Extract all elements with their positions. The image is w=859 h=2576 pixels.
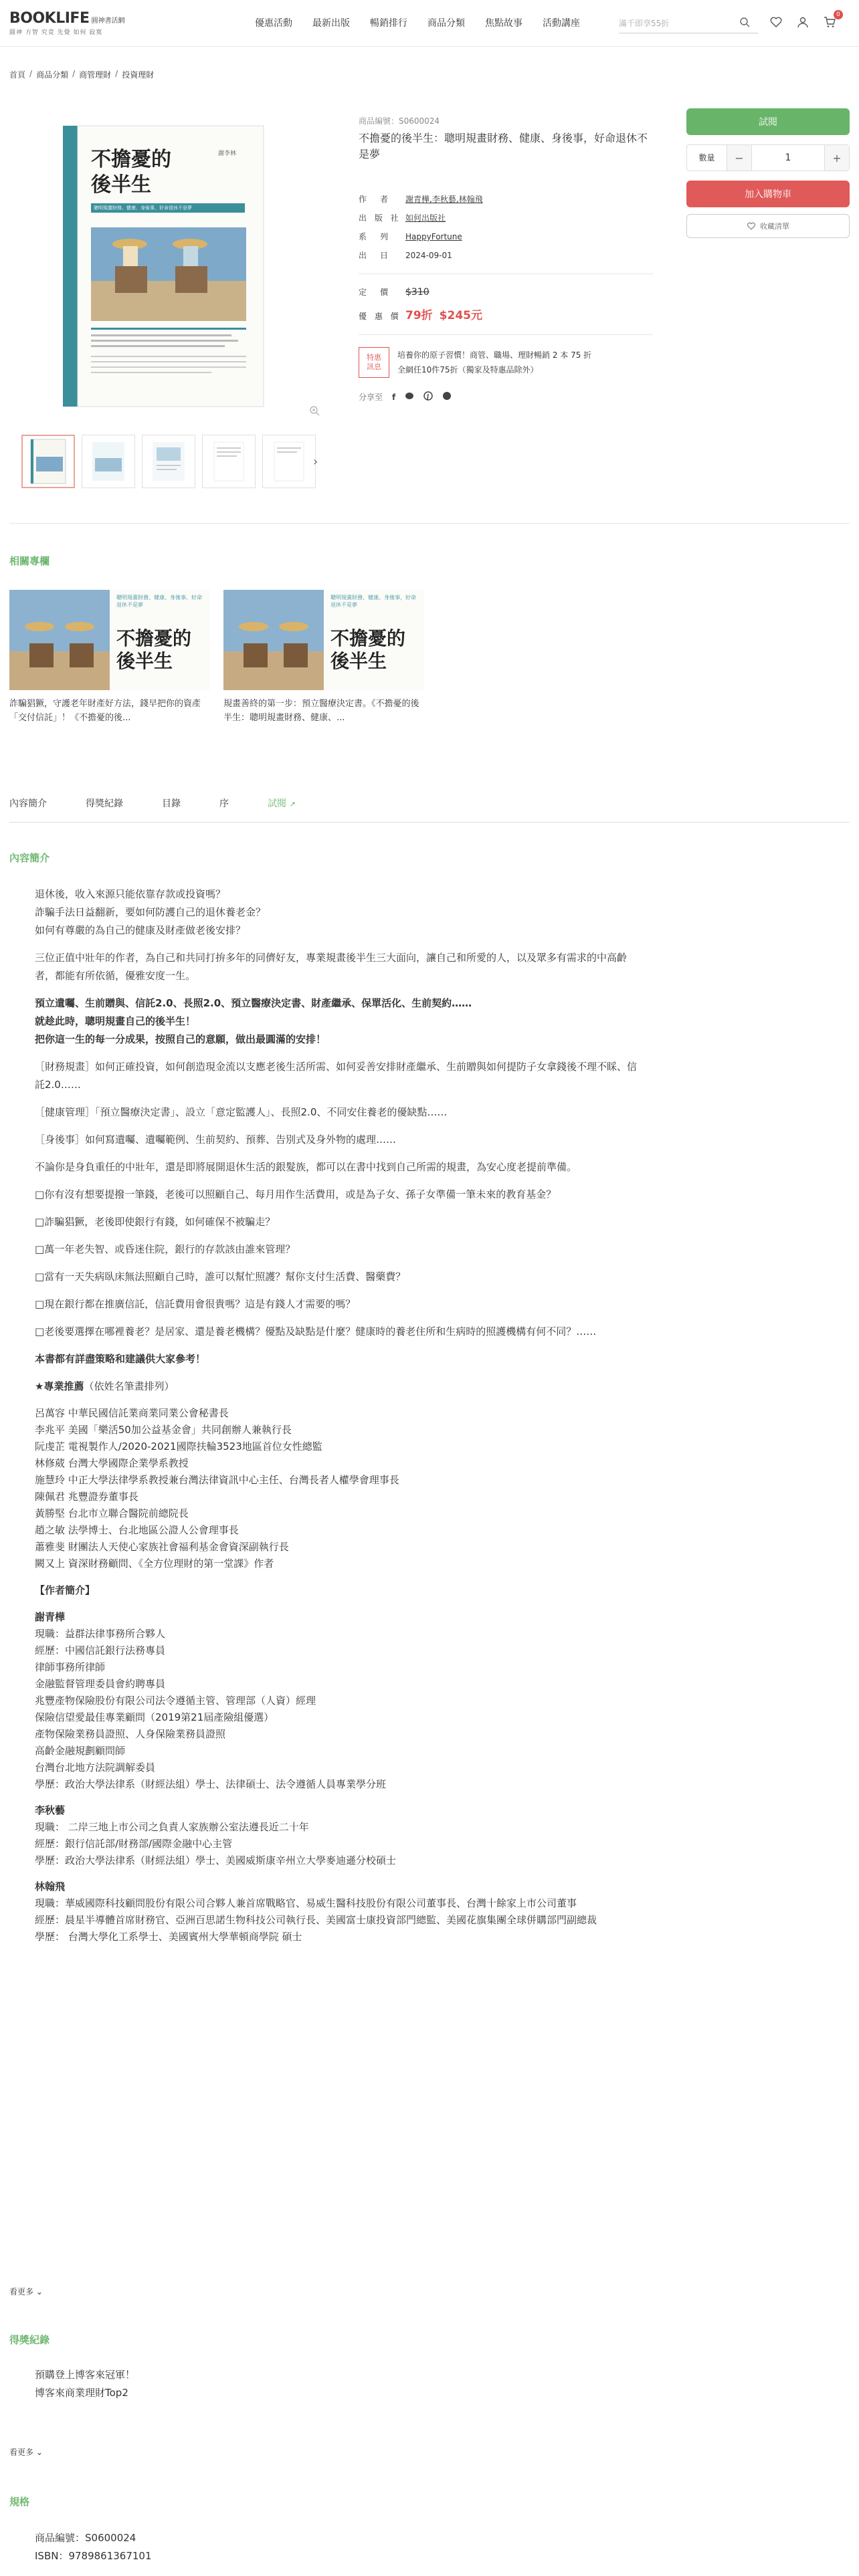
nav-item-new-releases[interactable]: 最新出版 bbox=[312, 17, 350, 29]
purchase-actions bbox=[686, 108, 850, 238]
thumbnail-strip bbox=[21, 435, 316, 488]
chevron-right-icon[interactable]: › bbox=[313, 455, 318, 469]
nav-item-categories[interactable]: 商品分類 bbox=[427, 17, 465, 29]
publisher-link[interactable]: 如何出版社 bbox=[405, 213, 446, 223]
chevron-down-icon: ⌄ bbox=[35, 2448, 43, 2457]
add-to-cart-button[interactable]: 加入購物車 bbox=[686, 181, 850, 207]
related-desc[interactable]: 規畫善終的第一步：預立醫療決定書。《不擔憂的後半生：聰明規畫財務、健康、... bbox=[223, 699, 419, 723]
series-link[interactable]: HappyFortune bbox=[405, 232, 462, 241]
product-meta bbox=[359, 193, 653, 261]
spec-title: 規格 bbox=[9, 2496, 30, 2508]
external-link-icon: ↗ bbox=[289, 800, 296, 809]
thumbnail[interactable] bbox=[142, 435, 195, 488]
original-price: $310 bbox=[405, 287, 430, 298]
awards-body: 預購登上博客來冠軍！ 博客來商業理財Top2 bbox=[35, 2369, 136, 2399]
chevron-down-icon: ⌄ bbox=[35, 2287, 43, 2296]
breadcrumb-home[interactable]: 首頁 bbox=[9, 70, 26, 80]
search-icon[interactable] bbox=[739, 17, 750, 30]
content-tabs bbox=[9, 796, 850, 823]
pinterest-icon[interactable] bbox=[423, 391, 433, 403]
awards-title: 得獎紀錄 bbox=[9, 2334, 50, 2346]
cart-icon[interactable] bbox=[822, 11, 840, 30]
nav-item-promotions[interactable]: 優惠活動 bbox=[255, 17, 292, 29]
product-section bbox=[9, 107, 850, 508]
author-link[interactable]: 謝青樺,李秋藝,林翰飛 bbox=[405, 195, 483, 204]
thumbnail[interactable] bbox=[82, 435, 135, 488]
related-title: 相關專欄 bbox=[9, 555, 50, 567]
promo-line[interactable]: 培養你的原子習慣！商管、職場、理財暢銷 2 本 75 折 bbox=[397, 350, 592, 360]
plurk-icon[interactable] bbox=[442, 391, 452, 403]
breadcrumb-investment[interactable]: 投資理財 bbox=[122, 70, 155, 80]
promo-tag: 特惠 訊息 bbox=[359, 347, 389, 378]
header-icons bbox=[768, 11, 840, 30]
related-card[interactable] bbox=[223, 590, 424, 725]
product-info bbox=[359, 107, 653, 403]
share-bar bbox=[359, 391, 653, 403]
share-label: 分享至 bbox=[359, 393, 383, 402]
author-3: 林翰飛 現職：華威國際科技顧問股份有限公司合夥人兼首席戰略官、易威生醫科技股份有限公司董事長、台灣十餘家上市公司董事 經歷：晨星半導體首席財務官、亞洲百思諾生物科技公司執行長、美國富士康投資部門總監、美國花旗集團全球併購部門副總裁 學歷： 台灣大學化工系學士、美國賓州大學華頓商學院 碩士 bbox=[35, 1881, 597, 1943]
meta-row-series: 系 列 HappyFortune bbox=[359, 232, 462, 241]
quantity-stepper: 數量 − 1 + bbox=[686, 144, 850, 171]
product-title: 不擔憂的後半生：聰明規畫財務、健康、身後事，好命退休不是夢 bbox=[359, 132, 648, 160]
thumbnail[interactable] bbox=[202, 435, 256, 488]
tab-toc[interactable]: 目錄 bbox=[162, 798, 181, 809]
nav-item-stories[interactable]: 焦點故事 bbox=[485, 17, 522, 29]
meta-row-author: 作 者 謝青樺,李秋藝,林翰飛 bbox=[359, 195, 483, 204]
see-more-awards-link[interactable]: 看更多 ⌄ bbox=[9, 2448, 43, 2457]
author-2: 李秋藝 現職： 二岸三地上市公司之負責人家族辦公室法遵長近二十年 經歷：銀行信託部/財務部/國際金融中心主管 學歷：政治大學法律系（財經法組）學士、美國威斯康辛州立大學麥迪遜分校碩士 bbox=[35, 1804, 397, 1866]
discount-rate: 79折 bbox=[405, 309, 433, 322]
nav-item-events[interactable]: 活動講座 bbox=[543, 17, 580, 29]
author-1: 謝青樺 現職：益群法律事務所合夥人 經歷：中國信託銀行法務專員 律師事務所律師 金融監督管理委員會約聘專員 兆豐產物保險股份有限公司法令遵循主管、管理部（人資）經理 保險信望愛最佳專業顧問（2019第21屆產險組優選） 產物保險業務員證照、人身保險業務員證照 高齡金融規劃顧問師 台灣台北地方法院調解委員 學歷：政治大學法律系（財經法組）學士、法律碩士、法令遵循人員專業學分班 bbox=[35, 1611, 387, 1790]
quantity-input[interactable] bbox=[751, 145, 825, 171]
related-desc[interactable]: 詐騙猖獗，守護老年財產好方法，錢早把你的資產「交付信託」！《不擔憂的後... bbox=[9, 699, 201, 723]
related-image[interactable]: 聰明規畫財務、健康、身後事，好命退休不是夢 不擔憂的後半生 bbox=[9, 590, 210, 690]
intro-title: 內容簡介 bbox=[9, 852, 50, 864]
try-read-button[interactable]: 試閱 bbox=[686, 108, 850, 135]
tab-preface[interactable]: 序 bbox=[219, 798, 229, 809]
price-row: 定 價 $310 bbox=[359, 287, 430, 298]
tab-introduction[interactable]: 內容簡介 bbox=[9, 798, 47, 809]
quantity-plus-button[interactable]: + bbox=[825, 145, 849, 171]
site-logo[interactable] bbox=[9, 10, 143, 36]
thumbnail[interactable] bbox=[21, 435, 75, 488]
discount-row: 優 惠 價 79折 $245元 bbox=[359, 306, 653, 322]
site-header bbox=[0, 0, 859, 47]
promo-line[interactable]: 全網任10件75折（獨家及特惠品除外） bbox=[397, 365, 539, 374]
tab-preview[interactable]: 試閱 ↗ bbox=[268, 798, 296, 809]
spec-body: 商品編號：S0600024 ISBN：9789861367101 bbox=[35, 2532, 152, 2562]
final-price: $245元 bbox=[439, 309, 482, 322]
meta-row-publisher: 出 版 社 如何出版社 bbox=[359, 213, 446, 223]
related-image[interactable]: 聰明規畫財務、健康、身後事，好命退休不是夢 不擔憂的後半生 bbox=[223, 590, 424, 690]
heart-icon bbox=[747, 221, 756, 231]
product-cover-image[interactable] bbox=[9, 107, 328, 425]
logo-cn: 圓神書活網 bbox=[91, 17, 125, 25]
see-more-intro-link[interactable]: 看更多 ⌄ bbox=[9, 2287, 43, 2296]
search-box bbox=[619, 13, 758, 33]
logo-subtitle: 圓神 方智 究竟 先覺 如何 寂寞 bbox=[9, 29, 103, 36]
meta-row-date: 出 日 2024-09-01 bbox=[359, 251, 452, 260]
breadcrumb-business[interactable]: 商管理財 bbox=[79, 70, 112, 80]
related-articles bbox=[9, 590, 424, 725]
facebook-icon[interactable]: f bbox=[392, 392, 396, 402]
thumbnail[interactable] bbox=[262, 435, 316, 488]
breadcrumb: 首頁 / 商品分類 / 商管理財 / 投資理財 bbox=[9, 69, 155, 80]
line-icon[interactable] bbox=[405, 391, 414, 403]
nav-item-bestsellers[interactable]: 暢銷排行 bbox=[370, 17, 407, 29]
search-input[interactable] bbox=[619, 19, 733, 28]
related-card[interactable] bbox=[9, 590, 210, 725]
add-to-wishlist-button[interactable]: 收藏清單 bbox=[686, 214, 850, 238]
user-icon[interactable] bbox=[795, 14, 811, 30]
breadcrumb-categories[interactable]: 商品分類 bbox=[36, 70, 69, 80]
cart-count-badge: 0 bbox=[834, 10, 843, 19]
quantity-minus-button[interactable]: − bbox=[727, 145, 751, 171]
main-nav bbox=[245, 0, 590, 47]
zoom-icon[interactable] bbox=[309, 405, 320, 419]
intro-body: 退休後，收入來源只能依靠存款或投資嗎？ 詐騙手法日益翻新，要如何防護自己的退休養老金？ 如何有尊嚴的為自己的健康及財產做老後安排？ 三位正值中壯年的作者，為自己和共同打拚多年的同儕好友，專業規畫後半生三大面向，讓自己和所愛的人，以及眾多有需求的中高齡者，都能有所依循，優雅安度一生。 預立遺囑、生前贈與、信託2.0、長照2.0、預立醫療決定書、財產繼承、保單活化、生前契約…… 就趁此時，聰明規畫自己的後半生！ 把你這一生的每一分成果，按照自己的意願，做出最圓滿的安排！ ［財務規畫］如何正確投資，如何創造現金流以支應老後生活所需、如何妥善安排財產繼承、生前贈與如何提防子女拿錢後不理不睬、信託2.0…… ［健康管理］「預立醫療決定書」、設立「意定監護人」、長照2.0、不同安住養老的優缺點…… ［身後事］如何寫遺囑、遺囑範例、生前契約、預葬、告別式及身外物的處理…… 不論你是身負重任的中壯年，還是即將展開退休生活的銀髮族，都可以在書中找到自己所需的規畫，為安心度老提前準備。 □你有沒有想要提撥一筆錢，老後可以照顧自己、每月用作生活費用，或是為子女、孫子女準備一筆未來的教育基金？ □詐騙猖獗，老後即使銀行有錢，如何確保不被騙走？ □萬一年老失智、或昏迷住院，銀行的存款該由誰來管理？ □當有一天失病臥床無法照顧自己時，誰可以幫忙照護？幫你支付生活費、醫藥費？ □現在銀行都在推廣信託，信託費用會很貴嗎？這是有錢人才需要的嗎？ □老後要選擇在哪裡養老？是居家、還是養老機構？優點及缺點是什麼？健康時的養老住所和生病時的照護機構有何不同？…… 本書都有詳盡策略和建議供大家參考！ ★專業推薦（依姓名筆畫排列） 呂萬容 中華民國信託業商業同業公會秘書長 李兆平 美國「樂活50加公益基金會」共同創辦人兼執行長 阮虔芷 電視製作人/2020-2021國際扶輪3523地區首位女性總監 林修葳 台灣大學國際企業學系教授 施慧玲 中正大學法律學系教授兼台灣法律資訊中心主任、台灣長者人權學會理事長 陳佩君 兆豐證券董事長 黃勝堅 台北市立聯合醫院前總院長 趙之敏 法學博士、台北地區公證人公會理事長 蕭雅斐 財團法人天使心家族社會福利基金會資深副執行長 闕又上 資深財務顧問、《全方位理財的第一堂課》作者 【作者簡介】 謝青樺 現職：益群法律事務所合夥人 經歷：中國信託銀行法務專員 律師事務所律師 金融監督管理委員會約聘專員 兆豐產物保險股份有限公司法令遵循主管、管理部（人資）經理 保險信望愛最佳專業顧問（2019第21屆產險組優選） 產物保險業務員證照、人身保險業務員證照 高齡金融規劃顧問師 台灣台北地方法院調解委員 學歷：政治大學法律系（財經法組）學士、法律碩士、法令遵循人員專業學分班 李秋藝 現職： 二岸三地上市公司之負責人家族辦公室法遵長近二十年 經歷：銀行信託部/財務部/國際金融中心主管 學歷：政治大學法律系（財經法組）學士、美國威斯康辛州立大學麥迪遜分校碩士 林翰飛 現職：華威國際科技顧問股份有限公司合夥人兼首席戰略官、易威生醫科技股份有限公司董事長、台灣十餘家上市公司董事 經歷：晨星半導體首席財務官、亞洲百思諾生物科技公司執行長、美國富士康投資部門總監、美國花旗集團全球併購部門副總裁 學歷： 台灣大學化工系學士、美國賓州大學華頓商學院 碩士 bbox=[35, 885, 637, 1945]
cover-title: 不擔憂的 後半生 聰明規畫財務、健康、身後事，好命退休不是夢 bbox=[91, 147, 191, 213]
svg-text:謝李林: 謝李林 bbox=[218, 150, 237, 157]
tab-awards[interactable]: 得獎紀錄 bbox=[86, 798, 123, 809]
product-gallery bbox=[9, 107, 328, 469]
promo-info bbox=[359, 347, 653, 378]
logo-text: BOOKLIFE bbox=[9, 10, 90, 27]
recommender-list: 呂萬容 中華民國信託業商業同業公會秘書長 李兆平 美國「樂活50加公益基金會」共同創辦人兼執行長 阮虔芷 電視製作人/2020-2021國際扶輪3523地區首位女性總監 林修葳 台灣大學國際企業學系教授 施慧玲 中正大學法律學系教授兼台灣法律資訊中心主任、台灣長者人權學會理事長 陳佩君 兆豐證券董事長 黃勝堅 台北市立聯合醫院前總院長 趙之敏 法學博士、台北地區公證人公會理事長 蕭雅斐 財團法人天使心家族社會福利基金會資深副執行長 闕又上 資深財務顧問、《全方位理財的第一堂課》作者 bbox=[35, 1407, 399, 1570]
product-code: 商品編號：S0600024 bbox=[359, 116, 440, 126]
heart-icon[interactable] bbox=[768, 14, 784, 30]
